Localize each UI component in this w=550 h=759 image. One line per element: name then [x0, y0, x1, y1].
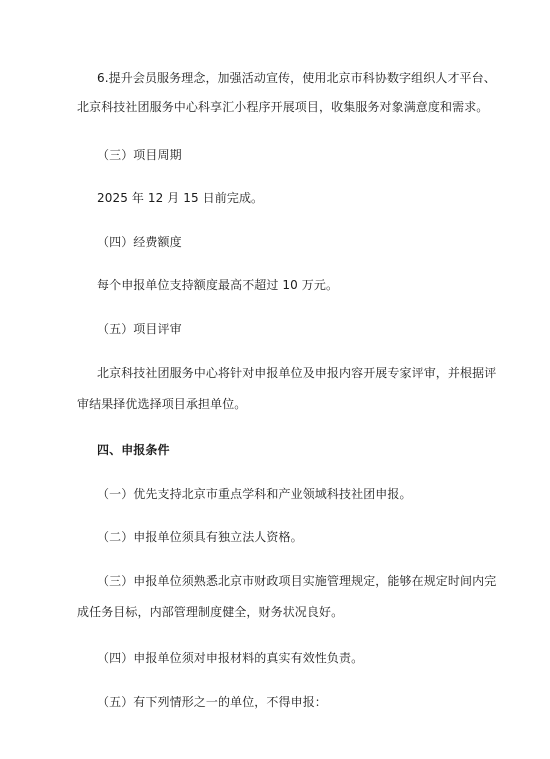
condition-4: （四）申报单位须对申报材料的真实有效性负责。: [97, 651, 364, 665]
condition-3-line-1: （三）申报单位须熟悉北京市财政项目实施管理规定，能够在规定时间内完: [97, 574, 497, 588]
condition-5: （五）有下列情形之一的单位，不得申报：: [97, 695, 327, 709]
review-paragraph-line-2: 审结果择优选择项目承担单位。: [77, 397, 247, 411]
project-period-text: 2025 年 12 月 15 日前完成。: [97, 191, 264, 205]
condition-3-line-2: 成任务目标，内部管理制度健全，财务状况良好。: [77, 605, 344, 619]
heading-project-period: （三）项目周期: [97, 148, 182, 162]
funding-amount-text: 每个申报单位支持额度最高不超过 10 万元。: [97, 278, 339, 292]
heading-funding-amount: （四）经费额度: [97, 235, 182, 249]
heading-project-review: （五）项目评审: [97, 322, 182, 336]
review-paragraph-line-1: 北京科技社团服务中心将针对申报单位及申报内容开展专家评审，并根据评: [97, 366, 497, 380]
paragraph-6-line-2: 北京科技社团服务中心科享汇小程序开展项目，收集服务对象满意度和需求。: [77, 100, 489, 114]
section-heading-application-conditions: 四、申报条件: [97, 443, 170, 457]
condition-2: （二）申报单位须具有独立法人资格。: [97, 530, 303, 544]
paragraph-6-line-1: 6.提升会员服务理念，加强活动宣传，使用北京市科协数字组织人才平台、: [97, 71, 496, 85]
condition-1: （一）优先支持北京市重点学科和产业领域科技社团申报。: [97, 487, 412, 501]
